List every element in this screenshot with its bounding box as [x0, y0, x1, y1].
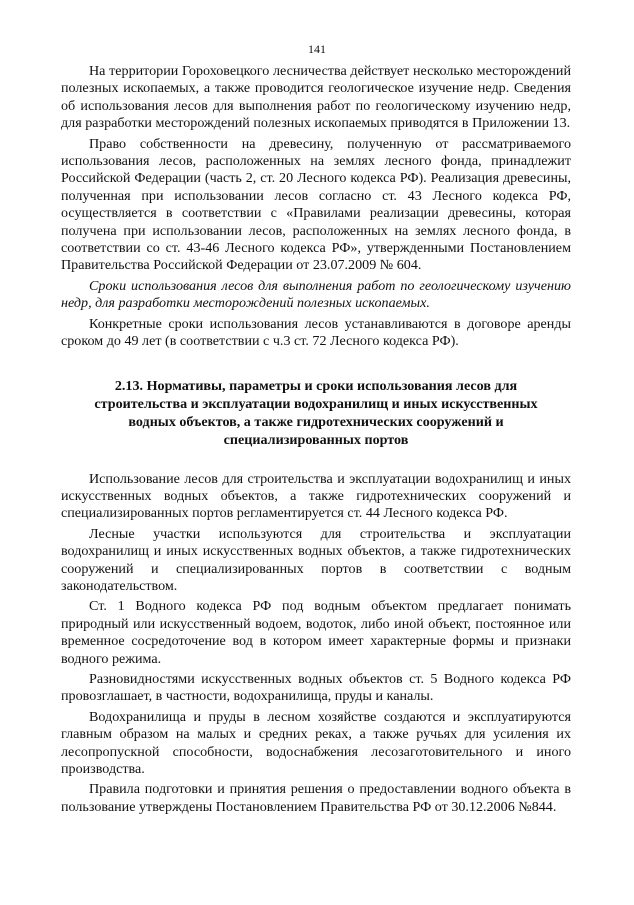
- paragraph-regulation: Использование лесов для строительства и эксплуатации водохранилищ и иных искусственных водных объектов, а также гидротехнических сооружений и специализированных портов регламентируется ст. 44 Лесного кодекса РФ.: [61, 470, 571, 522]
- section-heading: 2.13. Нормативы, параметры и сроки использования лесов для строительства и эксплуатации водохранилищ и иных искусственных водных объектов, а также гидротехнических сооружений и специализированных портов: [94, 377, 538, 448]
- paragraph-timber-ownership: Право собственности на древесину, полученную от рассматриваемого использования лесов, расположенных на землях лесного фонда, принадлежит Российской Федерации (часть 2, ст. 20 Лесного кодекса РФ). Реализация древесины, полученная при использовании лесов согласно ст. 43 Лесного кодекса РФ, осуществляется в соответствии с «Правилами реализации древесины, которая получена при использовании лесов, расположенных на землях лесного фонда, в соответствии со ст. 43-46 Лесного кодекса РФ», утвержденными Постановлением Правительства Российской Федерации от 23.07.2009 № 604.: [61, 135, 571, 274]
- paragraph-forest-plots: Лесные участки используются для строительства и эксплуатации водохранилищ и иных искусственных водных объектов, а также гидротехнических сооружений и специализированных портов в соответствии с водным законодательством.: [61, 525, 571, 594]
- page-number: 141: [308, 42, 326, 56]
- paragraph-lease-terms: Конкретные сроки использования лесов устанавливаются в договоре аренды сроком до 49 лет (в соответствии с ч.3 ст. 72 Лесного кодекса РФ).: [61, 315, 571, 350]
- paragraph-usage-terms-italic: Сроки использования лесов для выполнения работ по геологическому изучению недр, для разработки месторождений полезных ископаемых.: [61, 277, 571, 312]
- paragraph-geological-survey: На территории Гороховецкого лесничества действует несколько месторождений полезных ископаемых, а также проводится геологическое изучение недр. Сведения об использования лесов для выполнения работ по геологическому изучению недр, для разработки месторождений полезных ископаемых приводятся в Приложении 13.: [61, 63, 571, 132]
- paragraph-artificial-water-objects: Разновидностями искусственных водных объектов ст. 5 Водного кодекса РФ провозглашает, в частности, водохранилища, пруды и каналы.: [61, 670, 571, 705]
- paragraph-decision-rules: Правила подготовки и принятия решения о предоставлении водного объекта в пользование утверждены Постановлением Правительства РФ от 30.12.2006 №844.: [61, 781, 571, 815]
- paragraph-water-object-definition: Ст. 1 Водного кодекса РФ под водным объектом предлагает понимать природный или искусственный водоем, водоток, либо иной объект, постоянное или временное сосредоточение вод в котором имеет характерные формы и признаки водного режима.: [61, 598, 571, 667]
- page-content: [61, 63, 571, 819]
- paragraph-reservoirs-ponds: Водохранилища и пруды в лесном хозяйстве создаются и эксплуатируются главным образом на малых и средних реках, а также ручьях для усиления их лесопропускной способности, водоснабжения лесозаготовительного и иного производства.: [61, 708, 571, 777]
